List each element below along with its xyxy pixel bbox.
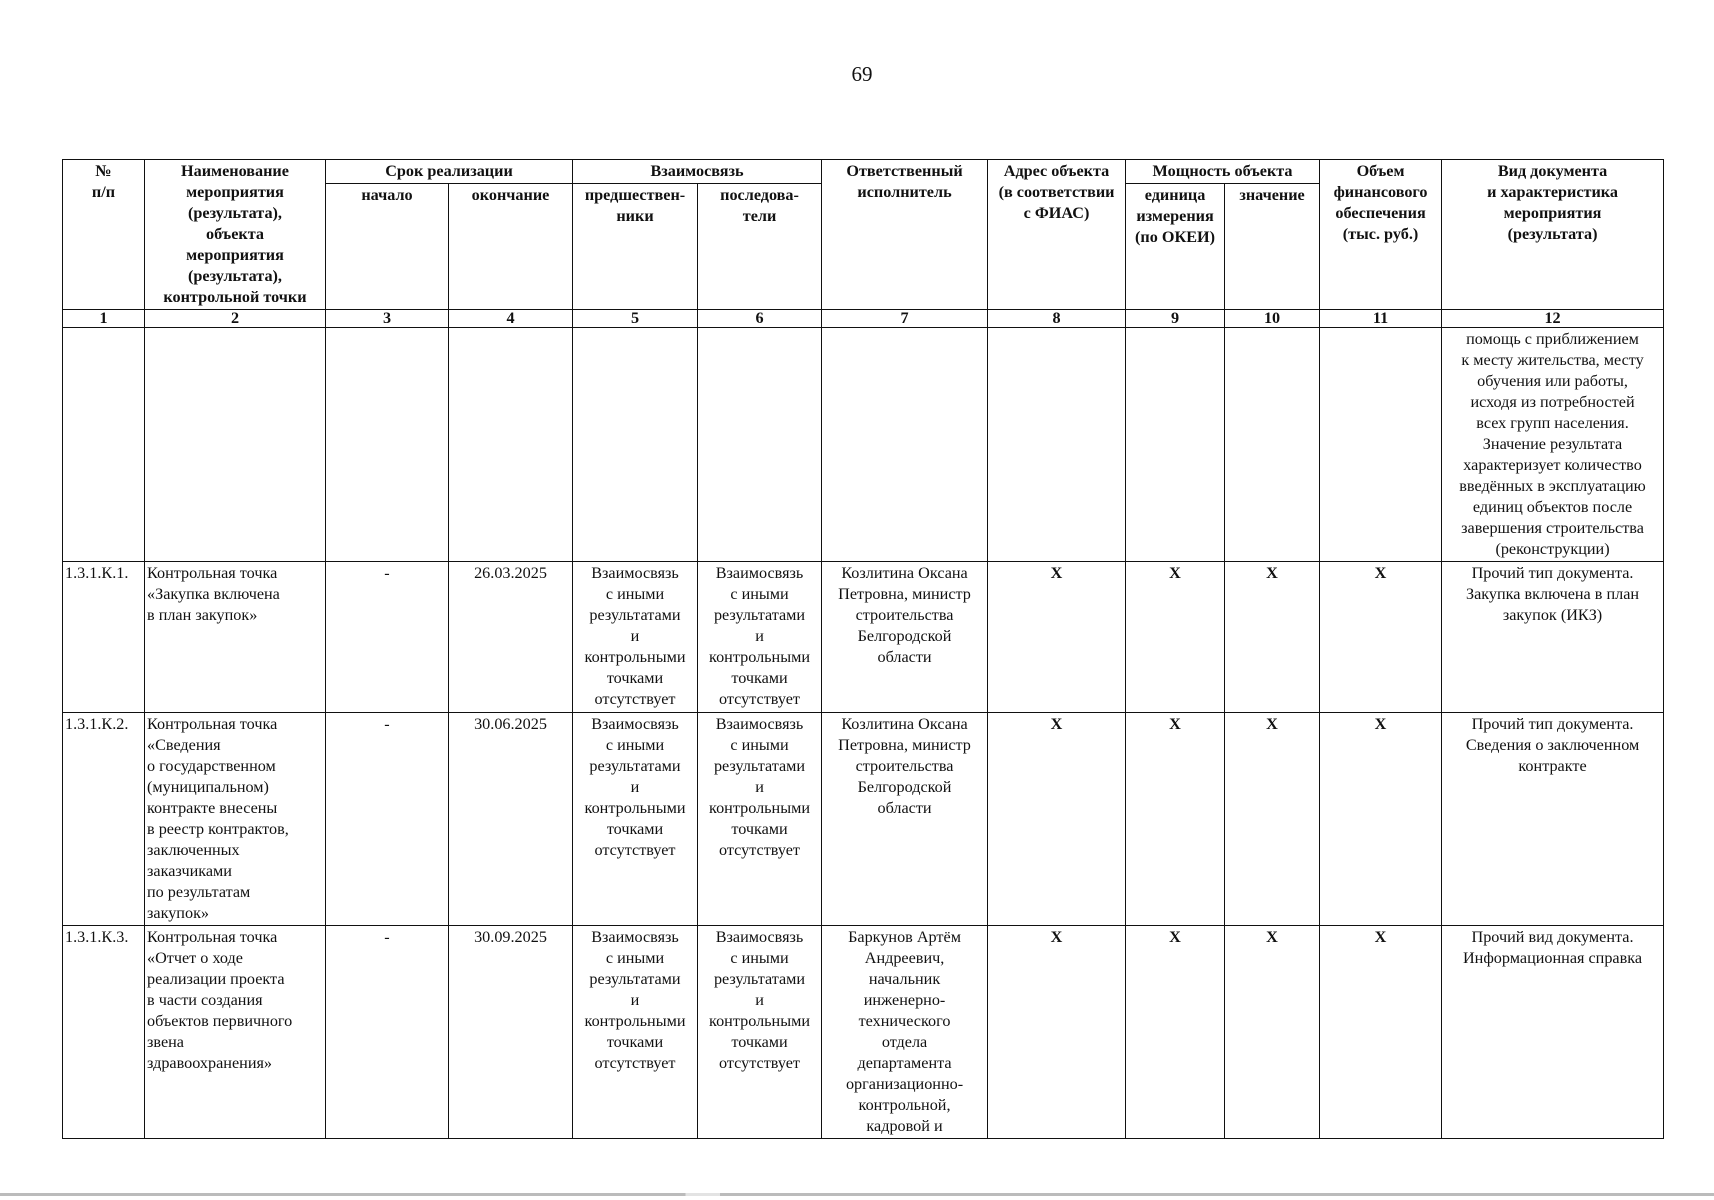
header-predshestvenniki: предшествен- ники: [573, 184, 698, 310]
row-financing: Х: [1320, 562, 1442, 713]
row-address: Х: [988, 562, 1126, 713]
row-unit: Х: [1126, 562, 1225, 713]
row-document: Прочий тип документа. Закупка включена в план закупок (ИКЗ): [1442, 562, 1664, 713]
column-number: 12: [1442, 310, 1664, 328]
row-code: 1.3.1.К.3.: [63, 926, 145, 1139]
table-cell: [988, 328, 1126, 562]
row-value: Х: [1225, 562, 1320, 713]
header-okonchanie: окончание: [449, 184, 573, 310]
row-start: -: [326, 713, 449, 926]
column-number: 6: [698, 310, 822, 328]
table-row: [63, 562, 1664, 713]
table-cell: [1126, 328, 1225, 562]
column-number: 10: [1225, 310, 1320, 328]
row-responsible: Козлитина Оксана Петровна, министр строительства Белгородской области: [822, 562, 988, 713]
column-number: 5: [573, 310, 698, 328]
row-predecessors: Взаимосвязь с иными результатами и контрольными точками отсутствует: [573, 562, 698, 713]
row-end: 30.06.2025: [449, 713, 573, 926]
table-row: [63, 926, 1664, 1139]
table-cell: [145, 328, 326, 562]
header-srok: Срок реализации: [326, 160, 573, 184]
table-cell: [573, 328, 698, 562]
row-predecessors: Взаимосвязь с иными результатами и контрольными точками отсутствует: [573, 713, 698, 926]
table-row: [63, 713, 1664, 926]
header-obem: Объем финансового обеспечения (тыс. руб.): [1320, 160, 1442, 310]
document-description-continued: помощь с приближением к месту жительства, месту обучения или работы, исходя из потребностей всех групп населения. Значение результата характеризует количество введённых в эксплуатацию единиц объектов после завершения строительства (реконструкции): [1442, 328, 1664, 562]
header-posledovateli: последова- тели: [698, 184, 822, 310]
column-number: 11: [1320, 310, 1442, 328]
row-successors: Взаимосвязь с иными результатами и контрольными точками отсутствует: [698, 713, 822, 926]
header-znachenie: значение: [1225, 184, 1320, 310]
row-name: Контрольная точка «Отчет о ходе реализации проекта в части создания объектов первичного звена здравоохранения»: [145, 926, 326, 1139]
table-cell: [326, 328, 449, 562]
scan-bottom-edge: [0, 1193, 1714, 1196]
header-vzaimosvyaz: Взаимосвязь: [573, 160, 822, 184]
row-name: Контрольная точка «Закупка включена в план закупок»: [145, 562, 326, 713]
column-number: 8: [988, 310, 1126, 328]
plan-table: [62, 159, 1664, 1139]
row-start: -: [326, 926, 449, 1139]
row-code: 1.3.1.К.1.: [63, 562, 145, 713]
row-address: Х: [988, 713, 1126, 926]
row-unit: Х: [1126, 926, 1225, 1139]
table-cell: [449, 328, 573, 562]
column-number: 9: [1126, 310, 1225, 328]
row-responsible: Баркунов Артём Андреевич, начальник инженерно- технического отдела департамента организационно- контрольной, кадровой и: [822, 926, 988, 1139]
row-financing: Х: [1320, 713, 1442, 926]
header-nachalo: начало: [326, 184, 449, 310]
header-vid-dokumenta: Вид документа и характеристика мероприятия (результата): [1442, 160, 1664, 310]
column-number: 1: [63, 310, 145, 328]
row-address: Х: [988, 926, 1126, 1139]
table-cell: [698, 328, 822, 562]
row-start: -: [326, 562, 449, 713]
row-financing: Х: [1320, 926, 1442, 1139]
row-document: Прочий вид документа. Информационная справка: [1442, 926, 1664, 1139]
column-number: 4: [449, 310, 573, 328]
row-document: Прочий тип документа. Сведения о заключенном контракте: [1442, 713, 1664, 926]
header-num: № п/п: [63, 160, 145, 310]
column-number: 7: [822, 310, 988, 328]
header-adres: Адрес объекта (в соответствии с ФИАС): [988, 160, 1126, 310]
row-end: 26.03.2025: [449, 562, 573, 713]
header-edinica: единица измерения (по ОКЕИ): [1126, 184, 1225, 310]
row-value: Х: [1225, 713, 1320, 926]
row-successors: Взаимосвязь с иными результатами и контрольными точками отсутствует: [698, 562, 822, 713]
row-end: 30.09.2025: [449, 926, 573, 1139]
row-predecessors: Взаимосвязь с иными результатами и контрольными точками отсутствует: [573, 926, 698, 1139]
table-row-continuation: [63, 328, 1664, 562]
table-cell: [822, 328, 988, 562]
row-unit: Х: [1126, 713, 1225, 926]
header-row-1: [63, 160, 1664, 184]
row-name: Контрольная точка «Сведения о государственном (муниципальном) контракте внесены в реестр контрактов, заключенных заказчиками по результатам закупок»: [145, 713, 326, 926]
row-successors: Взаимосвязь с иными результатами и контрольными точками отсутствует: [698, 926, 822, 1139]
page-number: 69: [851, 62, 873, 86]
table-cell: [1225, 328, 1320, 562]
column-number-row: [63, 310, 1664, 328]
header-otvetstvennyi: Ответственный исполнитель: [822, 160, 988, 310]
table-cell: [63, 328, 145, 562]
row-value: Х: [1225, 926, 1320, 1139]
header-moshchnost: Мощность объекта: [1126, 160, 1320, 184]
column-number: 2: [145, 310, 326, 328]
column-number: 3: [326, 310, 449, 328]
row-responsible: Козлитина Оксана Петровна, министр строительства Белгородской области: [822, 713, 988, 926]
row-code: 1.3.1.К.2.: [63, 713, 145, 926]
table-cell: [1320, 328, 1442, 562]
header-name: Наименование мероприятия (результата), объекта мероприятия (результата), контрольной точки: [145, 160, 326, 310]
